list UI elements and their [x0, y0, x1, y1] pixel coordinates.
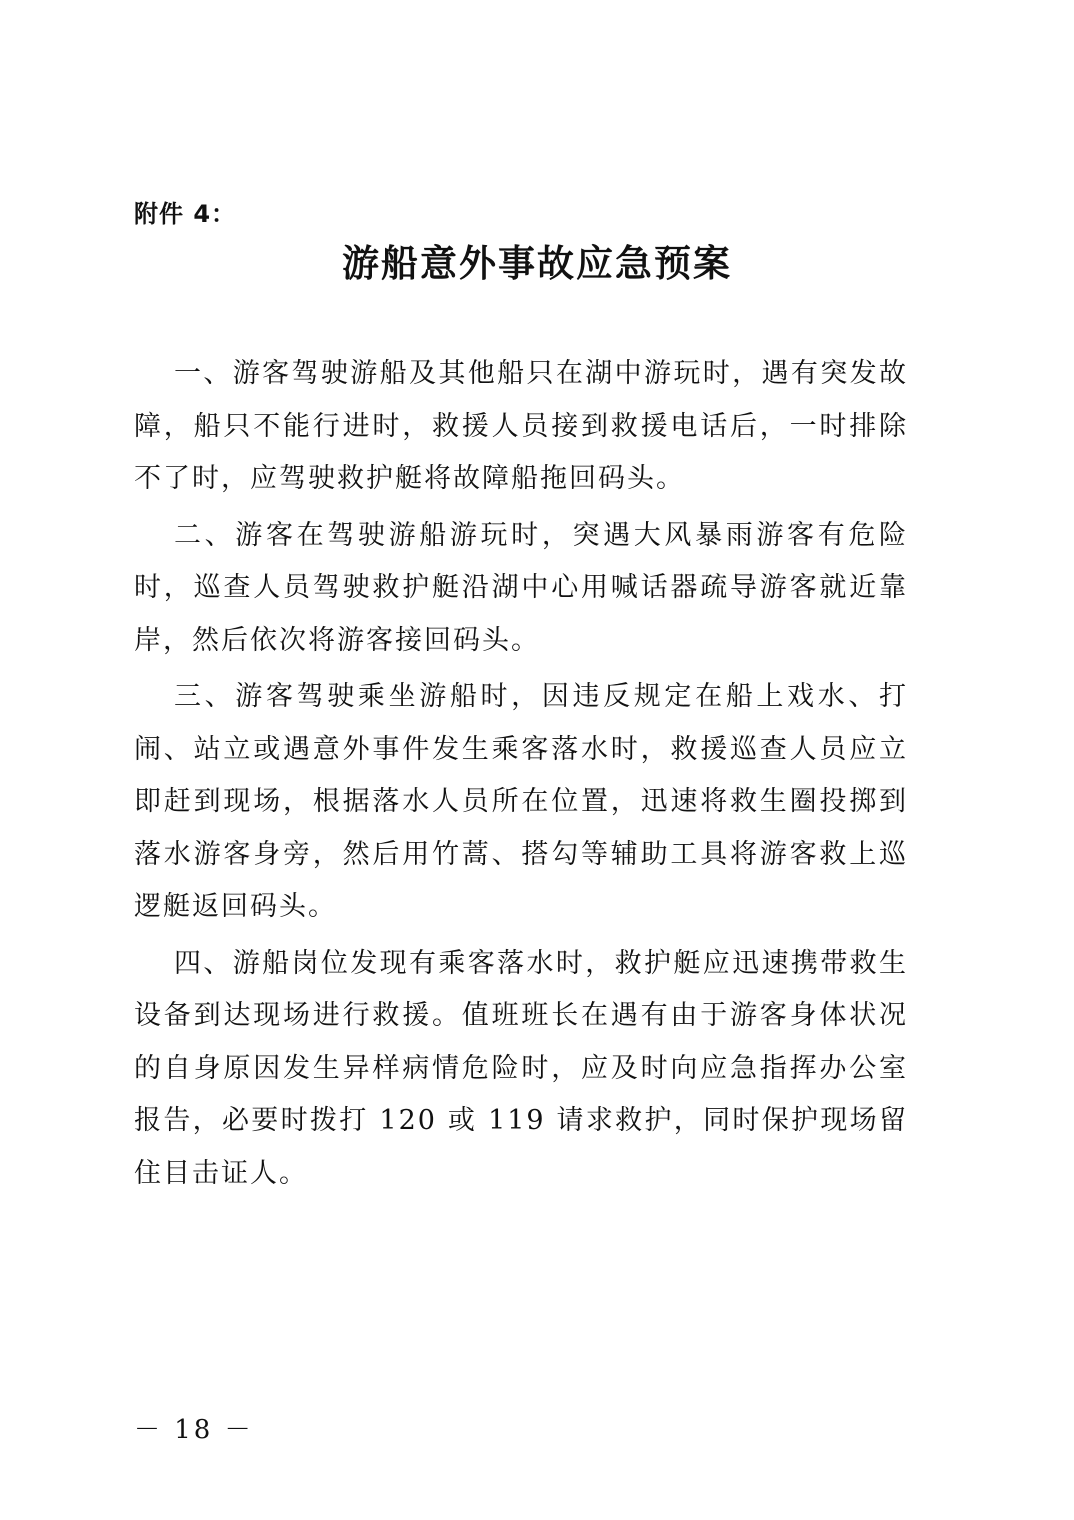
attachment-label: 附件 4：: [134, 200, 237, 228]
paragraph-3: 三、游客驾驶乘坐游船时，因违反规定在船上戏水、打闹、站立或遇意外事件发生乘客落水时，救援巡查人员应立即赶到现场，根据落水人员所在位置，迅速将救生圈投掷到落水游客身旁，然后用竹蒿、搭勾等辅助工具将游客救上巡逻艇返回码头。: [134, 681, 908, 922]
page-number: － 18 －: [134, 1415, 254, 1445]
document-body: [134, 348, 908, 1204]
paragraph-1: 一、游客驾驶游船及其他船只在湖中游玩时，遇有突发故障，船只不能行进时，救援人员接到救援电话后，一时排除不了时，应驾驶救护艇将故障船拖回码头。: [134, 358, 908, 494]
paragraph-2: 二、游客在驾驶游船游玩时，突遇大风暴雨游客有危险时，巡查人员驾驶救护艇沿湖中心用喊话器疏导游客就近靠岸，然后依次将游客接回码头。: [134, 519, 908, 656]
paragraph-4: 四、游船岗位发现有乘客落水时，救护艇应迅速携带救生设备到达现场进行救援。值班班长在遇有由于游客身体状况的自身原因发生异样病情危险时，应及时向应急指挥办公室报告，必要时拨打 120 或 119 请求救护，同时保护现场留住目击证人。: [134, 947, 908, 1189]
document-title: 游船意外事故应急预案: [342, 241, 732, 285]
